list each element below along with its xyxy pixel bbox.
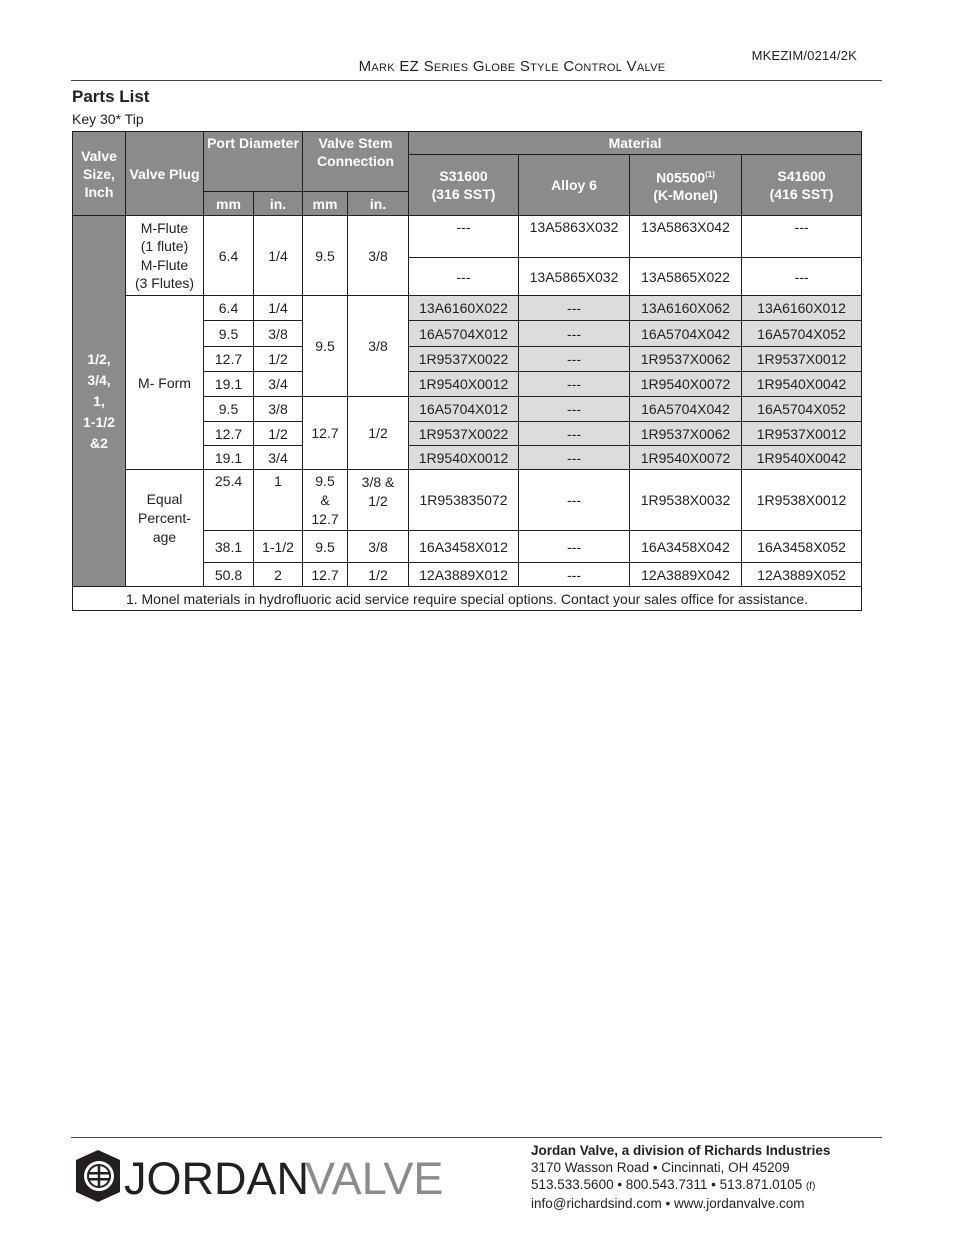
header-valve-plug bbox=[126, 132, 204, 216]
header-valve-stem-text: Valve Stem Connection bbox=[317, 135, 394, 169]
header-alloy6 bbox=[519, 155, 630, 216]
stem-mm-cell: 12.7 bbox=[303, 563, 348, 587]
port-mm-cell: 6.4 bbox=[204, 296, 254, 321]
section-title: Parts List bbox=[72, 87, 150, 106]
header-s31600 bbox=[409, 155, 519, 216]
port-mm-cell: 19.1 bbox=[204, 372, 254, 397]
header-s31600-line2: (316 SST) bbox=[431, 186, 496, 202]
plug-label: Percent- bbox=[138, 510, 191, 526]
company-phones-line bbox=[531, 1176, 830, 1195]
n05500-cell: 13A5865X022 bbox=[630, 258, 742, 296]
document-code: MKEZIM/0214/2K bbox=[751, 48, 857, 63]
alloy6-cell: --- bbox=[519, 563, 630, 587]
s31600-cell: 16A5704X012 bbox=[409, 397, 519, 422]
header-s41600 bbox=[742, 155, 862, 216]
port-in-cell: 1 bbox=[254, 470, 303, 531]
s31600-cell: --- bbox=[409, 216, 519, 258]
stem-mm-cell bbox=[303, 470, 348, 531]
s41600-cell: 1R9537X0012 bbox=[742, 347, 862, 372]
footnote-marker: (1) bbox=[705, 169, 715, 179]
table-row bbox=[73, 296, 862, 321]
s31600-cell: 1R9540X0012 bbox=[409, 446, 519, 470]
alloy6-cell: --- bbox=[519, 422, 630, 446]
port-in-cell: 1/2 bbox=[254, 347, 303, 372]
plug-label: (3 Flutes) bbox=[134, 275, 195, 291]
company-address: 3170 Wasson Road • Cincinnati, OH 45209 bbox=[531, 1160, 790, 1175]
port-in-cell: 1/2 bbox=[254, 422, 303, 446]
stem-in-cell: 1/2 bbox=[348, 397, 409, 470]
plug-equal-percentage-cell bbox=[126, 470, 204, 587]
plug-label: (1 flute) bbox=[140, 238, 189, 254]
port-mm-cell: 50.8 bbox=[204, 563, 254, 587]
s31600-cell: 12A3889X012 bbox=[409, 563, 519, 587]
header-stem-in: in. bbox=[348, 192, 409, 216]
port-in-cell: 1-1/2 bbox=[254, 531, 303, 563]
stem-mm-cell: 9.5 bbox=[303, 531, 348, 563]
s41600-cell: 1R9537X0012 bbox=[742, 422, 862, 446]
n05500-cell: 1R9540X0072 bbox=[630, 446, 742, 470]
port-mm-cell: 12.7 bbox=[204, 422, 254, 446]
stem-in-line: 3/8 & bbox=[361, 474, 395, 490]
stem-mm-line: & bbox=[320, 491, 330, 508]
port-mm-cell: 9.5 bbox=[204, 321, 254, 347]
stem-in-cell bbox=[348, 470, 409, 531]
plug-mform-cell: M- Form bbox=[126, 296, 204, 470]
port-mm-cell: 19.1 bbox=[204, 446, 254, 470]
s31600-cell: 16A3458X012 bbox=[409, 531, 519, 563]
n05500-cell: 16A5704X042 bbox=[630, 397, 742, 422]
s31600-cell: 1R9537X0022 bbox=[409, 422, 519, 446]
document-title: Mark EZ Series Globe Style Control Valve bbox=[358, 58, 666, 75]
table-footnote: 1. Monel materials in hydrofluoric acid service require special options. Contact your sales office for assistance. bbox=[73, 587, 862, 611]
plug-label: Equal bbox=[146, 491, 183, 507]
stem-mm-cell: 9.5 bbox=[303, 216, 348, 296]
alloy6-cell: --- bbox=[519, 321, 630, 347]
s31600-cell: 1R9540X0012 bbox=[409, 372, 519, 397]
company-contact: info@richardsind.com • www.jordanvalve.com bbox=[531, 1196, 805, 1211]
port-in-cell: 3/8 bbox=[254, 321, 303, 347]
header-s41600-line1: S41600 bbox=[777, 168, 826, 184]
valve-size-line: 1, bbox=[93, 392, 105, 409]
valve-size-line: 3/4, bbox=[87, 371, 111, 388]
stem-in-cell: 3/8 bbox=[348, 296, 409, 397]
table-row bbox=[73, 470, 862, 531]
header-port-in: in. bbox=[254, 192, 303, 216]
s41600-cell: 16A3458X052 bbox=[742, 531, 862, 563]
plug-label: M-Flute bbox=[140, 219, 189, 236]
table-row bbox=[73, 216, 862, 258]
n05500-cell: 1R9538X0032 bbox=[630, 470, 742, 531]
plug-mflute-cell bbox=[126, 216, 204, 296]
company-info bbox=[531, 1142, 830, 1212]
stem-mm-cell: 12.7 bbox=[303, 397, 348, 470]
s41600-cell: --- bbox=[742, 258, 862, 296]
n05500-cell: 1R9537X0062 bbox=[630, 347, 742, 372]
header-rule bbox=[71, 80, 882, 81]
port-in-cell: 3/4 bbox=[254, 446, 303, 470]
header-port-diameter bbox=[204, 132, 303, 192]
header-s41600-line2: (416 SST) bbox=[769, 186, 834, 202]
port-in-cell: 2 bbox=[254, 563, 303, 587]
valve-size-line: &2 bbox=[90, 434, 108, 451]
n05500-cell: 13A6160X062 bbox=[630, 296, 742, 321]
alloy6-cell: --- bbox=[519, 296, 630, 321]
company-name: Jordan Valve, a division of Richards Industries bbox=[531, 1143, 831, 1158]
stem-mm-cell: 9.5 bbox=[303, 296, 348, 397]
n05500-cell: 1R9537X0062 bbox=[630, 422, 742, 446]
header-alloy6-text: Alloy 6 bbox=[551, 177, 597, 193]
alloy6-cell: --- bbox=[519, 372, 630, 397]
s41600-cell: 13A6160X012 bbox=[742, 296, 862, 321]
alloy6-cell: --- bbox=[519, 470, 630, 531]
s31600-cell: 1R953835072 bbox=[409, 470, 519, 531]
s41600-cell: 12A3889X052 bbox=[742, 563, 862, 587]
s31600-cell: 1R9537X0022 bbox=[409, 347, 519, 372]
header-valve-size bbox=[73, 132, 126, 216]
header-stem-mm: mm bbox=[303, 192, 348, 216]
jordan-valve-logo bbox=[72, 1148, 452, 1204]
s41600-cell: 1R9538X0012 bbox=[742, 470, 862, 531]
stem-in-line: 1/2 bbox=[368, 493, 388, 509]
footnote-row bbox=[73, 587, 862, 611]
footer-rule bbox=[71, 1137, 882, 1138]
port-mm-cell: 9.5 bbox=[204, 397, 254, 422]
header-material-text: Material bbox=[608, 135, 662, 151]
header-n05500-line2: (K-Monel) bbox=[653, 187, 718, 204]
n05500-cell: 12A3889X042 bbox=[630, 563, 742, 587]
alloy6-cell: --- bbox=[519, 446, 630, 470]
parts-table bbox=[72, 131, 862, 611]
company-phones: 513.533.5600 • 800.543.7311 • 513.871.0105 bbox=[531, 1177, 803, 1192]
alloy6-cell: --- bbox=[519, 347, 630, 372]
plug-label: M-Flute bbox=[140, 256, 189, 273]
logo-word-jordan: JORDAN bbox=[124, 1153, 310, 1204]
port-in-cell: 1/4 bbox=[254, 296, 303, 321]
stem-in-cell: 1/2 bbox=[348, 563, 409, 587]
port-mm-cell: 38.1 bbox=[204, 531, 254, 563]
header-n05500-line1: N05500 bbox=[656, 169, 706, 186]
header-valve-size-text: Valve Size, Inch bbox=[81, 147, 117, 200]
s41600-cell: --- bbox=[742, 216, 862, 258]
logo-word-valve: VALVE bbox=[305, 1153, 444, 1204]
alloy6-cell: 13A5863X032 bbox=[519, 216, 630, 258]
header-s31600-line1: S31600 bbox=[439, 168, 488, 184]
port-in-cell: 3/8 bbox=[254, 397, 303, 422]
valve-size-line: 1/2, bbox=[87, 350, 111, 367]
alloy6-cell: 13A5865X032 bbox=[519, 258, 630, 296]
s31600-cell: 16A5704X012 bbox=[409, 321, 519, 347]
header-material bbox=[409, 132, 862, 155]
n05500-cell: 16A5704X042 bbox=[630, 321, 742, 347]
s31600-cell: --- bbox=[409, 258, 519, 296]
stem-mm-line: 12.7 bbox=[311, 510, 339, 527]
s41600-cell: 16A5704X052 bbox=[742, 321, 862, 347]
s41600-cell: 1R9540X0042 bbox=[742, 446, 862, 470]
valve-size-cell bbox=[73, 216, 126, 587]
header-valve-stem bbox=[303, 132, 409, 192]
header-port-mm: mm bbox=[204, 192, 254, 216]
port-in-cell: 1/4 bbox=[254, 216, 303, 296]
port-in-cell: 3/4 bbox=[254, 372, 303, 397]
n05500-cell: 1R9540X0072 bbox=[630, 372, 742, 397]
header-valve-plug-text: Valve Plug bbox=[129, 165, 200, 182]
port-mm-cell: 6.4 bbox=[204, 216, 254, 296]
header-port-diameter-text: Port Diameter bbox=[207, 135, 299, 151]
valve-size-line: 1-1/2 bbox=[83, 413, 115, 430]
s41600-cell: 1R9540X0042 bbox=[742, 372, 862, 397]
n05500-cell: 13A5863X042 bbox=[630, 216, 742, 258]
port-mm-cell: 12.7 bbox=[204, 347, 254, 372]
stem-in-cell: 3/8 bbox=[348, 216, 409, 296]
alloy6-cell: --- bbox=[519, 531, 630, 563]
valve-emblem-icon bbox=[76, 1150, 120, 1202]
header-n05500 bbox=[630, 155, 742, 216]
stem-mm-line: 9.5 bbox=[315, 472, 335, 489]
stem-in-cell: 3/8 bbox=[348, 531, 409, 563]
n05500-cell: 16A3458X042 bbox=[630, 531, 742, 563]
port-mm-cell: 25.4 bbox=[204, 470, 254, 531]
alloy6-cell: --- bbox=[519, 397, 630, 422]
s41600-cell: 16A5704X052 bbox=[742, 397, 862, 422]
fax-suffix: (f) bbox=[805, 1181, 816, 1192]
s31600-cell: 13A6160X022 bbox=[409, 296, 519, 321]
plug-label: age bbox=[152, 529, 177, 545]
section-subtitle: Key 30* Tip bbox=[72, 111, 144, 127]
